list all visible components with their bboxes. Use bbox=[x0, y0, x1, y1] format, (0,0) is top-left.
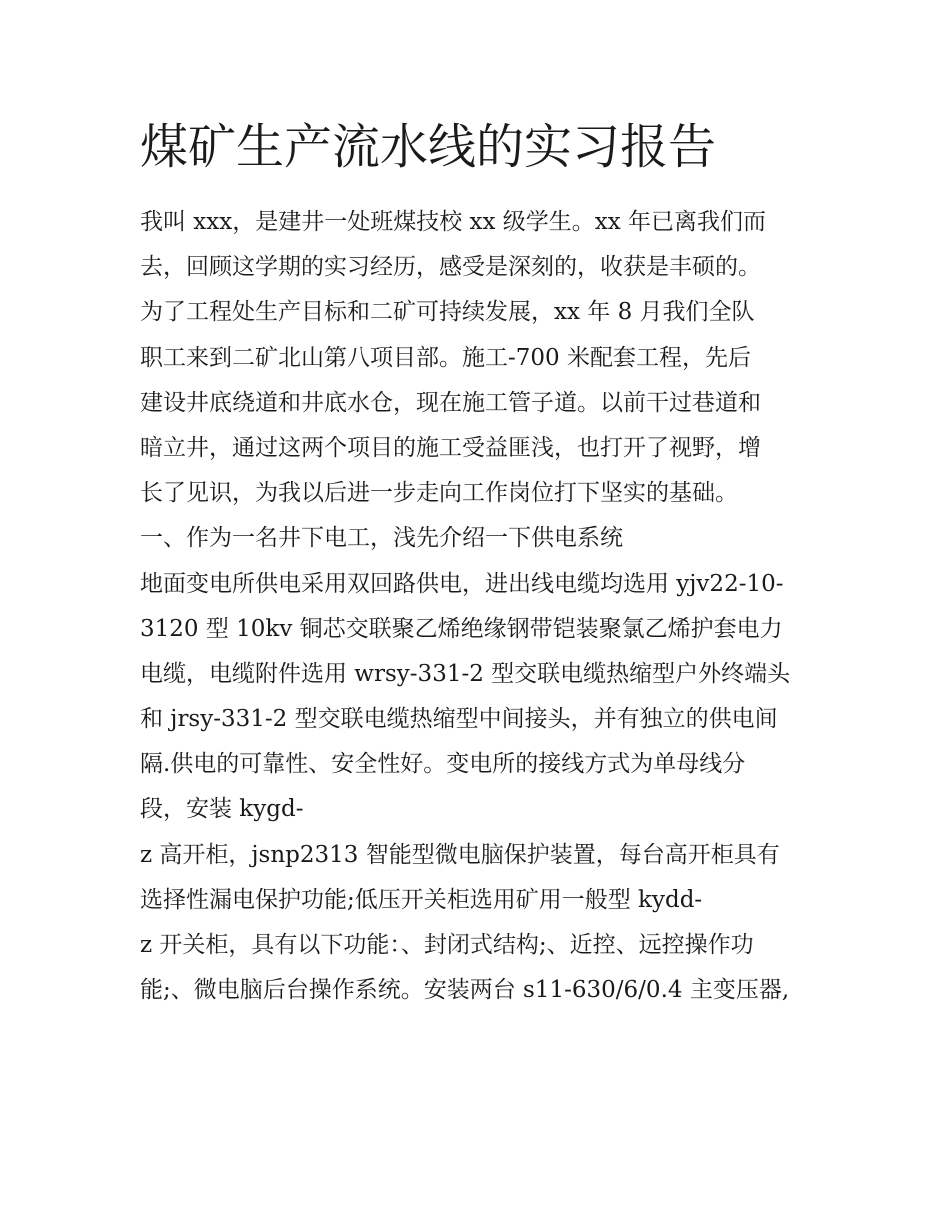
text-line: 地面变电所供电采用双回路供电，进出线电缆均选用 yjv22-10- bbox=[140, 570, 784, 597]
text-line: z 高开柜，jsnp2313 智能型微电脑保护装置，每台高开柜具有 bbox=[140, 841, 780, 868]
text-line: 段，安装 kygd- bbox=[140, 796, 304, 823]
text-line: 去，回顾这学期的实习经历，感受是深刻的，收获是丰硕的。 bbox=[140, 254, 761, 281]
text-line: 长了见识，为我以后进一步走向工作岗位打下坚实的基础。 bbox=[140, 480, 738, 507]
text-line: 能;、微电脑后台操作系统。安装两台 s11-630/6/0.4 主变压器, bbox=[140, 977, 790, 1004]
text-line: 和 jrsy-331-2 型交联电缆热缩型中间接头，并有独立的供电间 bbox=[140, 706, 778, 733]
text-line: 电缆，电缆附件选用 wrsy-331-2 型交联电缆热缩型户外终端头 bbox=[140, 660, 791, 687]
text-line: 建设井底绕道和井底水仓，现在施工管子道。以前干过巷道和 bbox=[140, 389, 761, 416]
text-line: 暗立井，通过这两个项目的施工受益匪浅，也打开了视野，增 bbox=[140, 434, 761, 461]
text-line: 为了工程处生产目标和二矿可持续发展，xx 年 8 月我们全队 bbox=[140, 299, 755, 326]
document-title: 煤矿生产流水线的实习报告 bbox=[140, 119, 717, 175]
text-line: 3120 型 10kv 铜芯交联聚乙烯绝缘钢带铠装聚氯乙烯护套电力 bbox=[140, 615, 783, 642]
text-line: 隔.供电的可靠性、安全性好。变电所的接线方式为单母线分 bbox=[140, 751, 746, 778]
text-line: 我叫 xxx，是建井一处班煤技校 xx 级学生。xx 年已离我们而 bbox=[140, 209, 767, 235]
text-line: 选择性漏电保护功能;低压开关柜选用矿用一般型 kydd- bbox=[140, 886, 703, 913]
section-heading: 一、作为一名井下电工，浅先介绍一下供电系统 bbox=[140, 525, 623, 552]
text-line: 职工来到二矿北山第八项目部。施工-700 米配套工程，先后 bbox=[140, 344, 751, 371]
document-body bbox=[140, 200, 830, 1013]
text-line: z 开关柜，具有以下功能：、封闭式结构;、近控、远控操作功 bbox=[140, 932, 754, 958]
